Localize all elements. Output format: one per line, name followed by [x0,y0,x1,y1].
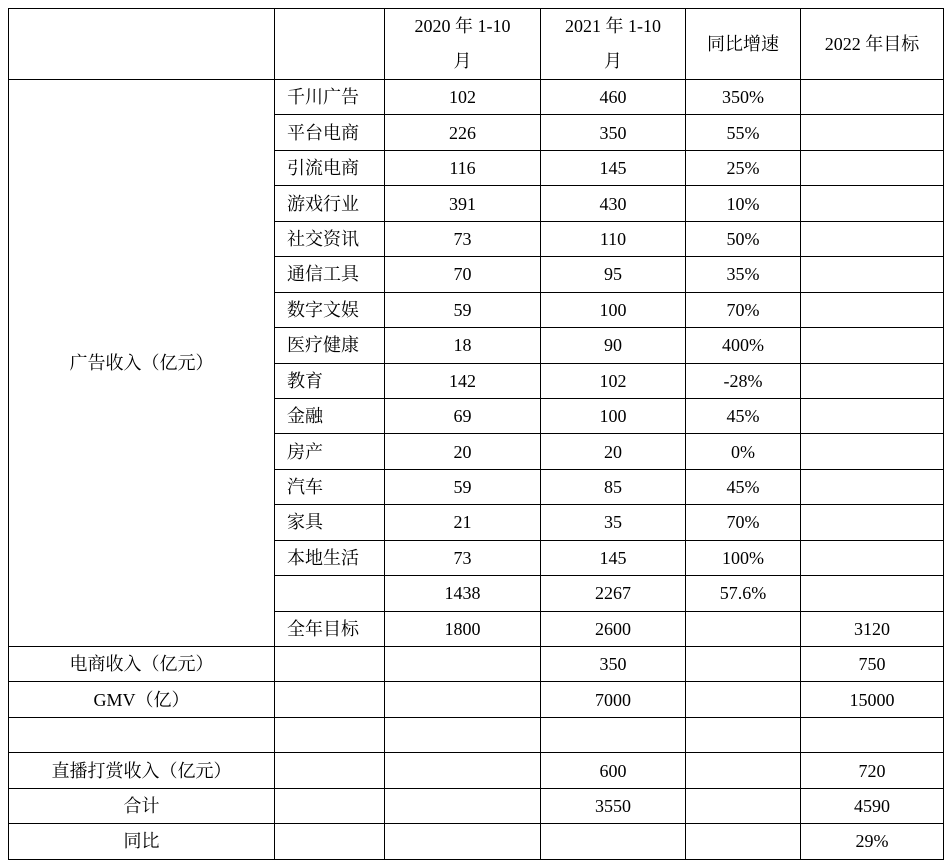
header-period-2020-line1: 2020 年 1-10 [414,16,511,36]
item-cell [275,788,385,823]
target-2022-cell [801,576,944,611]
yoy-growth-cell: 45% [686,469,801,504]
header-period-2021 [541,9,686,80]
target-2022-cell: 15000 [801,682,944,717]
value-2021-cell: 35 [541,505,686,540]
target-2022-cell [801,505,944,540]
item-cell [275,753,385,788]
revenue-table [8,8,944,860]
item-cell: 教育 [275,363,385,398]
value-2021-cell: 350 [541,115,686,150]
yoy-growth-cell [686,788,801,823]
header-target-2022: 2022 年目标 [801,9,944,80]
value-2021-cell: 102 [541,363,686,398]
value-2021-cell: 430 [541,186,686,221]
item-cell: 千川广告 [275,80,385,115]
category-cell [9,717,275,752]
value-2020-cell: 116 [385,150,541,185]
value-2021-cell: 90 [541,328,686,363]
value-2020-cell: 391 [385,186,541,221]
target-2022-cell [801,328,944,363]
yoy-growth-cell: 350% [686,80,801,115]
value-2020-cell: 18 [385,328,541,363]
item-cell: 数字文娱 [275,292,385,327]
value-2020-cell: 59 [385,292,541,327]
item-cell [275,647,385,682]
value-2020-cell [385,788,541,823]
item-cell [275,576,385,611]
value-2021-cell: 20 [541,434,686,469]
yoy-growth-cell: 0% [686,434,801,469]
item-cell: 游戏行业 [275,186,385,221]
category-cell: 电商收入（亿元） [9,647,275,682]
yoy-growth-cell [686,717,801,752]
header-empty-cell [275,9,385,80]
category-cell: 合计 [9,788,275,823]
value-2020-cell [385,682,541,717]
value-2021-cell [541,824,686,859]
header-period-2021-line1: 2021 年 1-10 [565,16,661,36]
item-cell [275,717,385,752]
table-row [9,682,944,717]
value-2020-cell [385,717,541,752]
target-2022-cell [801,221,944,256]
target-2022-cell: 3120 [801,611,944,646]
value-2020-cell: 21 [385,505,541,540]
yoy-row [9,824,944,859]
value-2020-cell: 1800 [385,611,541,646]
target-2022-cell [801,150,944,185]
yoy-growth-cell: 400% [686,328,801,363]
target-2022-cell [801,540,944,575]
item-cell: 本地生活 [275,540,385,575]
value-2021-cell: 145 [541,150,686,185]
value-2021-cell: 110 [541,221,686,256]
value-2020-cell: 20 [385,434,541,469]
yoy-growth-cell: 70% [686,505,801,540]
item-cell: 全年目标 [275,611,385,646]
target-2022-cell [801,363,944,398]
value-2020-cell: 59 [385,469,541,504]
target-2022-cell [801,80,944,115]
value-2020-cell: 69 [385,398,541,433]
yoy-growth-cell: 45% [686,398,801,433]
value-2020-cell [385,753,541,788]
yoy-growth-cell: 10% [686,186,801,221]
yoy-growth-cell: 57.6% [686,576,801,611]
table-row [9,647,944,682]
yoy-growth-cell: 25% [686,150,801,185]
target-2022-cell: 29% [801,824,944,859]
item-cell: 社交资讯 [275,221,385,256]
yoy-growth-cell [686,647,801,682]
target-2022-cell [801,717,944,752]
blank-row [9,717,944,752]
value-2021-cell: 2267 [541,576,686,611]
target-2022-cell [801,434,944,469]
value-2020-cell: 102 [385,80,541,115]
header-period-2021-line2: 月 [604,51,622,71]
value-2021-cell: 85 [541,469,686,504]
item-cell [275,824,385,859]
category-cell: 同比 [9,824,275,859]
item-cell: 医疗健康 [275,328,385,363]
target-2022-cell [801,469,944,504]
item-cell: 家具 [275,505,385,540]
value-2020-cell: 73 [385,221,541,256]
value-2020-cell: 1438 [385,576,541,611]
value-2021-cell: 350 [541,647,686,682]
table-row [9,753,944,788]
value-2021-cell: 95 [541,257,686,292]
category-cell: GMV（亿） [9,682,275,717]
yoy-growth-cell: 100% [686,540,801,575]
value-2021-cell: 100 [541,292,686,327]
yoy-growth-cell: 70% [686,292,801,327]
yoy-growth-cell: 50% [686,221,801,256]
total-row [9,788,944,823]
value-2021-cell: 2600 [541,611,686,646]
category-cell: 直播打赏收入（亿元） [9,753,275,788]
header-yoy-growth: 同比增速 [686,9,801,80]
value-2021-cell: 600 [541,753,686,788]
value-2021-cell: 145 [541,540,686,575]
item-cell: 金融 [275,398,385,433]
target-2022-cell [801,398,944,433]
target-2022-cell [801,115,944,150]
value-2020-cell [385,824,541,859]
target-2022-cell: 720 [801,753,944,788]
yoy-growth-cell: -28% [686,363,801,398]
value-2021-cell: 7000 [541,682,686,717]
target-2022-cell: 4590 [801,788,944,823]
target-2022-cell [801,292,944,327]
yoy-growth-cell: 55% [686,115,801,150]
header-row [9,9,944,80]
item-cell: 引流电商 [275,150,385,185]
target-2022-cell: 750 [801,647,944,682]
yoy-growth-cell [686,824,801,859]
value-2021-cell: 100 [541,398,686,433]
value-2021-cell: 3550 [541,788,686,823]
value-2020-cell: 73 [385,540,541,575]
item-cell: 通信工具 [275,257,385,292]
yoy-growth-cell: 35% [686,257,801,292]
item-cell: 平台电商 [275,115,385,150]
value-2020-cell: 226 [385,115,541,150]
yoy-growth-cell [686,682,801,717]
target-2022-cell [801,257,944,292]
value-2020-cell: 142 [385,363,541,398]
item-cell: 汽车 [275,469,385,504]
value-2020-cell [385,647,541,682]
header-period-2020 [385,9,541,80]
yoy-growth-cell [686,611,801,646]
value-2020-cell: 70 [385,257,541,292]
header-period-2020-line2: 月 [453,51,472,71]
target-2022-cell [801,186,944,221]
value-2021-cell: 460 [541,80,686,115]
table-row [9,80,944,115]
header-empty-cell [9,9,275,80]
item-cell: 房产 [275,434,385,469]
category-ad-revenue: 广告收入（亿元） [9,80,275,647]
value-2021-cell [541,717,686,752]
yoy-growth-cell [686,753,801,788]
item-cell [275,682,385,717]
